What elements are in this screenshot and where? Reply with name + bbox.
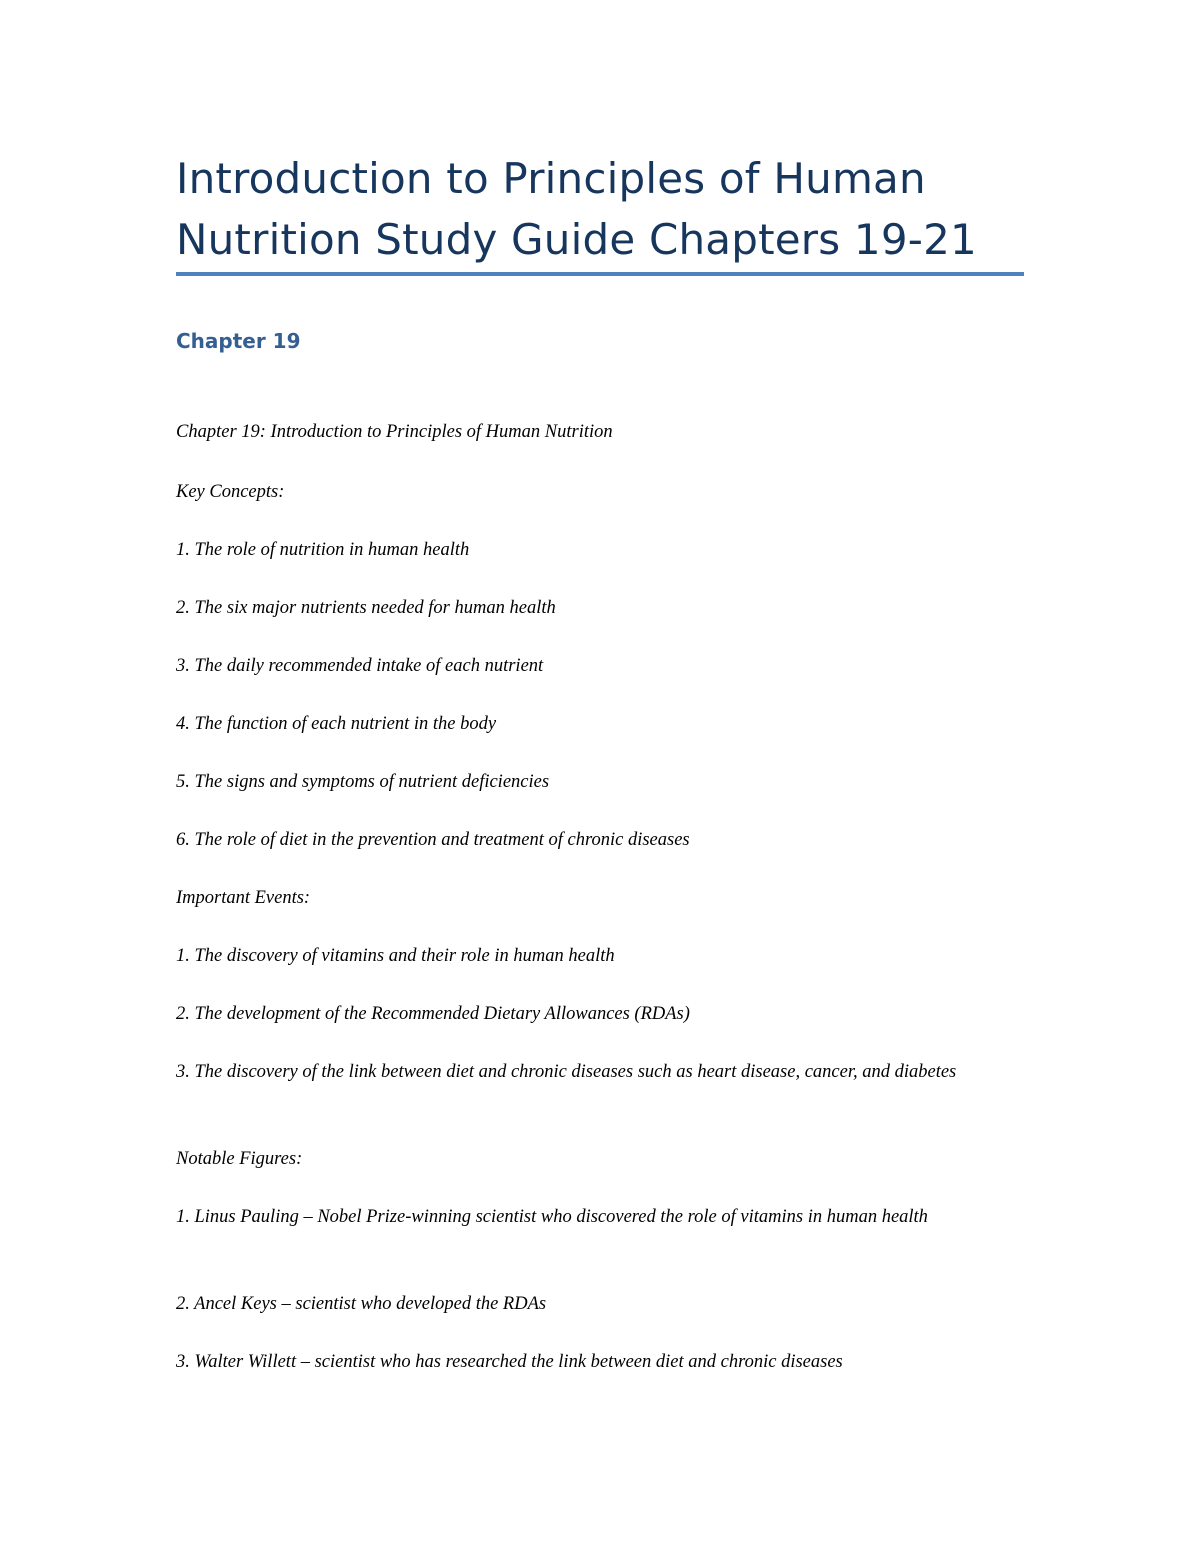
key-concepts-label: Key Concepts: [176,482,285,502]
important-event-item: 3. The discovery of the link between diet and chronic diseases such as heart disease, cancer, and diabetes [176,1062,957,1082]
chapter-subtitle: Chapter 19: Introduction to Principles of Human Nutrition [176,422,613,442]
title-line-1: Introduction to Principles of Human [176,154,926,203]
notable-figure-item: 2. Ancel Keys – scientist who developed the RDAs [176,1294,547,1314]
notable-figure-item: 3. Walter Willett – scientist who has researched the link between diet and chronic diseases [176,1352,843,1372]
key-concept-item: 6. The role of diet in the prevention and treatment of chronic diseases [176,830,690,850]
important-event-item: 1. The discovery of vitamins and their role in human health [176,946,615,966]
notable-figures-label: Notable Figures: [176,1149,303,1169]
notable-figure-item: 1. Linus Pauling – Nobel Prize-winning scientist who discovered the role of vitamins in human health [176,1207,928,1227]
key-concept-item: 4. The function of each nutrient in the body [176,714,497,734]
chapter-heading: Chapter 19 [176,329,301,353]
key-concept-item: 2. The six major nutrients needed for human health [176,598,556,618]
key-concept-item: 1. The role of nutrition in human health [176,540,470,560]
title-underline-rule [176,272,1024,276]
key-concept-item: 3. The daily recommended intake of each nutrient [176,656,544,676]
key-concept-item: 5. The signs and symptoms of nutrient deficiencies [176,772,550,792]
important-event-item: 2. The development of the Recommended Dietary Allowances (RDAs) [176,1004,690,1024]
document-title [176,148,1024,270]
important-events-label: Important Events: [176,888,311,908]
title-line-2: Nutrition Study Guide Chapters 19-21 [176,215,977,264]
